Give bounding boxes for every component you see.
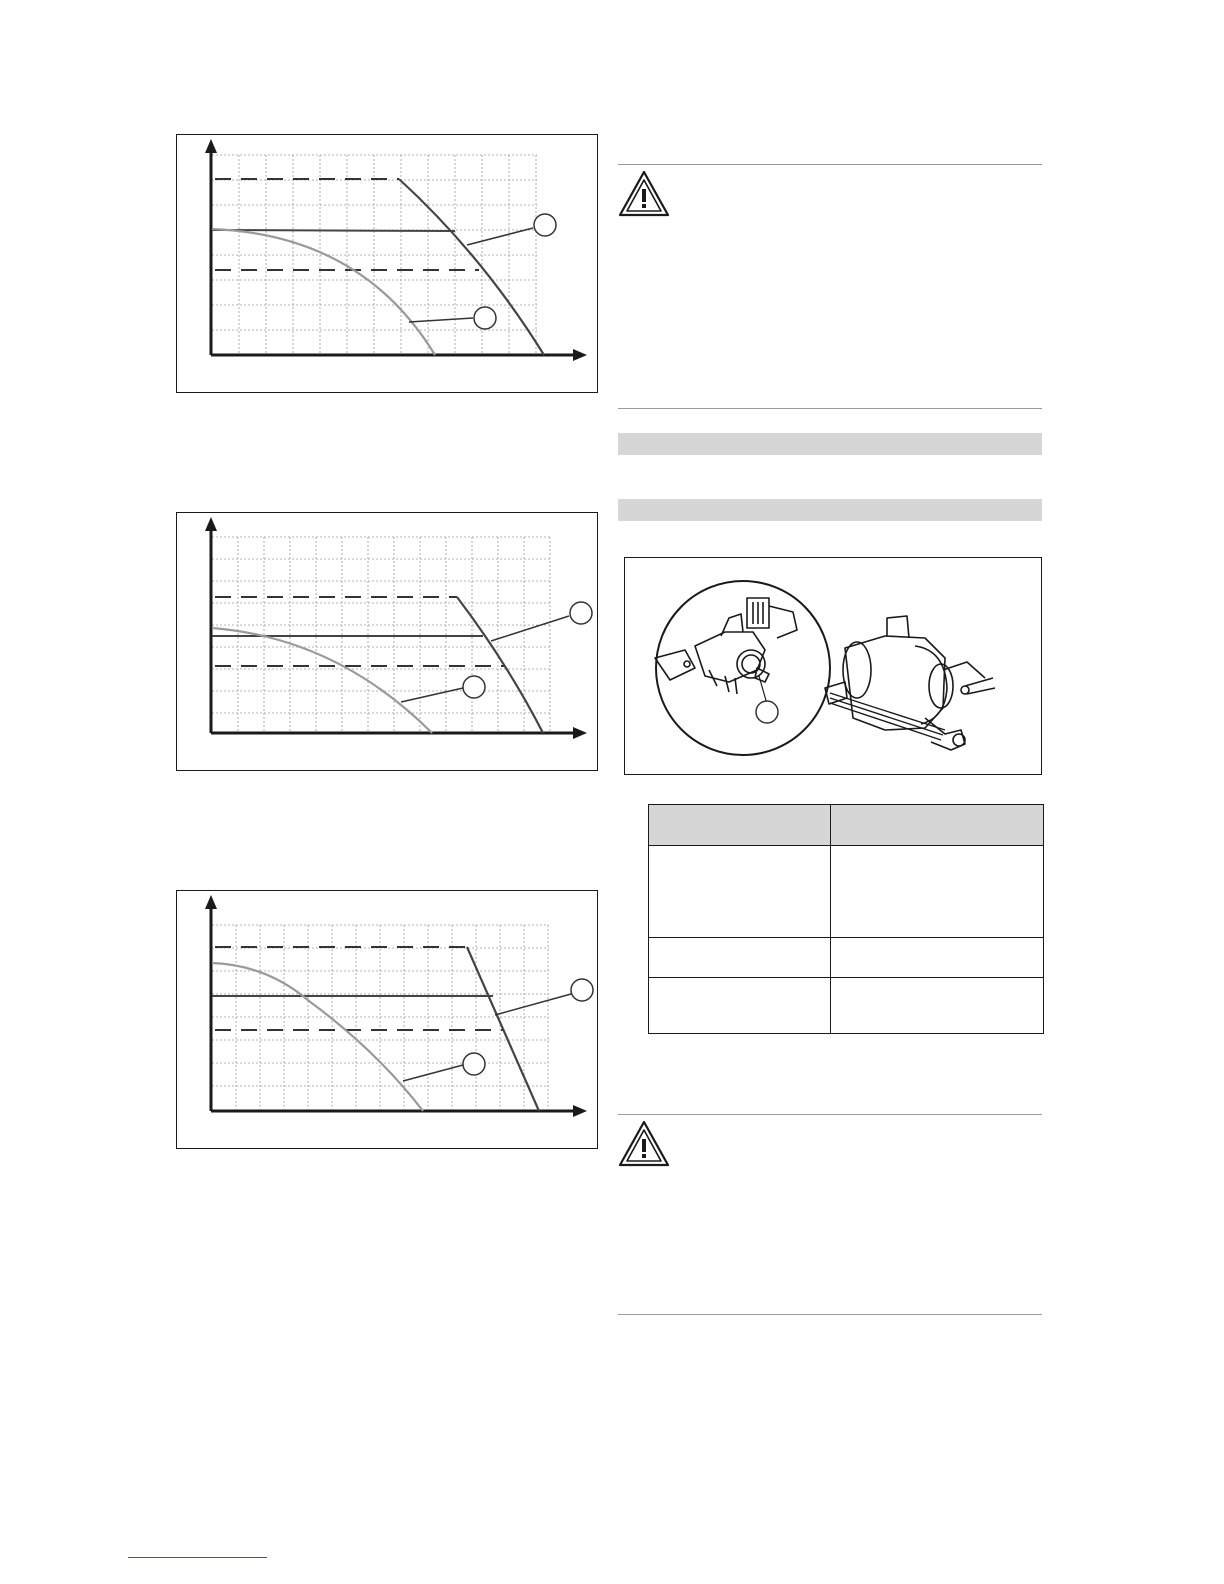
y-axis-arrow [205, 895, 217, 909]
callout-leader-1 [491, 616, 569, 641]
section-heading-bar-1 [618, 433, 1042, 455]
callout-circle-1 [534, 214, 556, 236]
table-cell [831, 978, 1044, 1034]
warning-top-rule-upper [618, 164, 1042, 165]
x-axis-arrow [573, 1105, 587, 1117]
table-header-row [649, 805, 1044, 846]
table-cell [649, 978, 831, 1034]
component-figure [624, 557, 1042, 775]
operating-line [212, 230, 455, 231]
spec-table [648, 804, 1044, 1034]
pump-curve-chart-3 [176, 890, 598, 1149]
curve-min-speed [212, 229, 435, 355]
pump-curve-1-svg [177, 135, 596, 391]
curve-min-speed [212, 628, 432, 733]
callout-leader-2 [401, 688, 463, 702]
footnote-separator [128, 1557, 267, 1558]
component-illustration [625, 558, 1040, 773]
table-cell [649, 938, 831, 978]
x-axis-arrow [573, 727, 587, 739]
callout-circle-1 [570, 602, 592, 624]
section-heading-bar-2 [618, 499, 1042, 521]
callout-leader-2 [403, 1065, 463, 1081]
x-axis-arrow [573, 349, 587, 361]
curve-max-speed [457, 597, 543, 733]
callout-leader-1 [495, 994, 571, 1015]
y-axis-arrow [205, 139, 217, 153]
warning-triangle-icon [618, 170, 670, 218]
callout-circle-1 [571, 979, 593, 1001]
y-axis-arrow [205, 517, 217, 531]
callout-circle-2 [463, 1053, 485, 1075]
curve-min-speed [212, 963, 423, 1111]
pump-curve-chart-2 [176, 512, 598, 771]
warning-block-bottom [618, 1118, 1042, 1312]
table-cell [831, 938, 1044, 978]
table-header-cell [649, 805, 831, 846]
table-cell [649, 846, 831, 938]
pump-curve-3-svg [177, 891, 596, 1147]
warning-top-rule-lower [618, 408, 1042, 409]
table-header-cell [831, 805, 1044, 846]
warning-bottom-rule-upper [618, 1114, 1042, 1115]
pump-curve-2-svg [177, 513, 596, 769]
warning-bottom-rule-lower [618, 1314, 1042, 1315]
warning-triangle-icon [618, 1120, 670, 1168]
callout-leader-1 [467, 228, 533, 245]
table-row [649, 846, 1044, 938]
figure-callout-circle [756, 701, 778, 723]
table-row [649, 938, 1044, 978]
pump-curve-chart-1 [176, 134, 598, 393]
callout-circle-2 [474, 307, 496, 329]
table-cell [831, 846, 1044, 938]
callout-leader-2 [409, 318, 473, 322]
warning-block-top [618, 168, 1042, 406]
callout-circle-2 [463, 676, 485, 698]
table-row [649, 978, 1044, 1034]
